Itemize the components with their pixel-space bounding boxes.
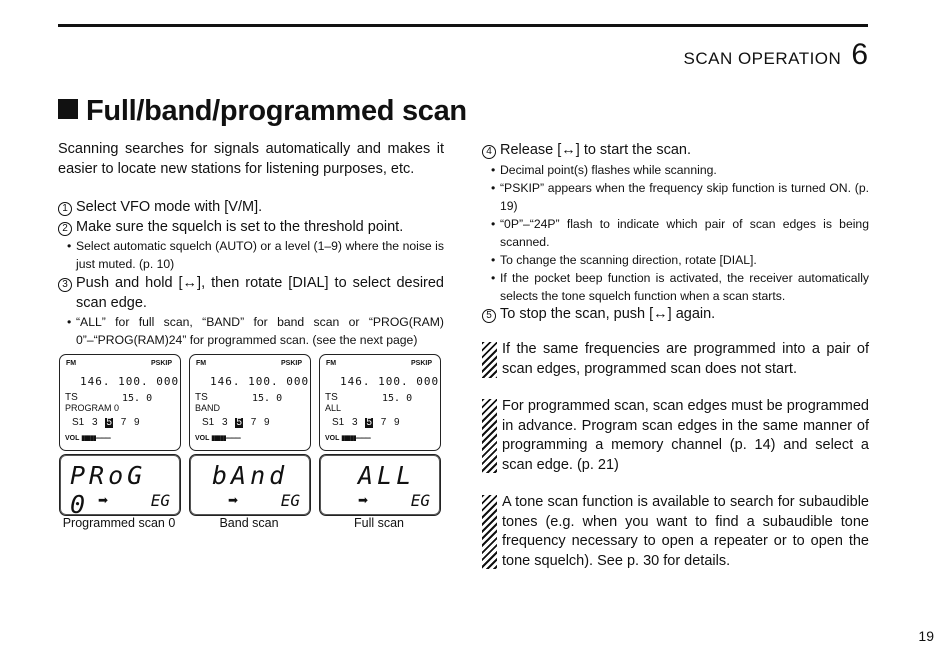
s-meter-row: S1 3 5 7 9 (72, 417, 140, 428)
intro-text: Scanning searches for signals automatically and makes it easier to locate new stations for listening purposes, etc. (58, 141, 444, 177)
step-4-note-4: • To change the scanning direction, rotate [DIAL]. (491, 252, 757, 267)
step-3-note: • “ALL” for full scan, “BAND” for band scan or “PROG(RAM) 0”–“PROG(RAM)24” for programmed scan. (see the next page) (67, 315, 444, 347)
display-illustrations (58, 354, 444, 539)
section-title: SCAN OPERATION (683, 49, 842, 68)
s-meter-row: S1 3 5 7 9 (332, 417, 400, 428)
page-number: 19 (918, 628, 934, 644)
s-meter-row: S1 3 5 7 9 (202, 417, 270, 428)
note-3: A tone scan function is available to search for subaudible tones (e.g. when you want to find a subaudible tone frequency necessary to open a repeater or to open the tone squelch). See p. 30 for details. (482, 493, 869, 571)
step-5: 5 To stop the scan, push [↔] again. (482, 305, 869, 325)
note-icon (482, 342, 497, 378)
caption-band: Band scan (219, 516, 279, 530)
step-2-note: • Select automatic squelch (AUTO) or a level (1–9) where the noise is just muted. (p. 10) (67, 239, 444, 271)
note-1: If the same frequencies are programmed into a pair of scan edges, programmed scan does not start. (482, 340, 869, 379)
step-number-5: 5 (482, 309, 496, 323)
left-column (58, 140, 444, 349)
chapter-header (683, 38, 868, 72)
arrow-icon: ➡ (358, 493, 369, 507)
segment-display-all: ALL ➡ EG (319, 454, 441, 516)
square-bullet-icon (58, 99, 78, 119)
right-column (482, 141, 869, 324)
step-4: 4 Release [↔] to start the scan. (482, 141, 869, 161)
note-icon (482, 399, 497, 473)
arrow-icon: ➡ (98, 493, 109, 507)
segment-display-prog: PRoG 0 ➡ EG (59, 454, 181, 516)
caption-programmed: Programmed scan 0 (62, 516, 176, 530)
step-4-note-3: • “0P”–“24P” flash to indicate which pair of scan edges is being scanned. (491, 216, 869, 249)
step-4-note-2: • “PSKIP” appears when the frequency skip function is turned ON. (p. 19) (491, 180, 869, 213)
step-number-3: 3 (58, 278, 72, 292)
step-4-note-1: • Decimal point(s) flashes while scanning. (491, 162, 717, 177)
step-2: 2 Make sure the squelch is set to the threshold point. (58, 218, 444, 238)
step-4-note-5: • If the pocket beep function is activated, the receiver automatically selects the tone squelch function when a scan starts. (491, 270, 869, 303)
step-1: 1 Select VFO mode with [V/M]. (58, 198, 444, 218)
step-number-1: 1 (58, 202, 72, 216)
arrow-icon: ➡ (228, 493, 239, 507)
page-title: Full/band/programmed scan (58, 95, 467, 128)
step-number-4: 4 (482, 145, 496, 159)
lcd-programmed-scan: FM PSKIP 146. 100. 000 TS 15. 0 PROGRAM 0 S1 3 5 7 9 VOL ▮▮▮▮▮----------- (59, 354, 181, 451)
step-number-2: 2 (58, 222, 72, 236)
lcd-band-scan: FM PSKIP 146. 100. 000 TS 15. 0 BAND S1 3 5 7 9 VOL ▮▮▮▮▮----------- (189, 354, 311, 451)
header-rule (58, 24, 868, 27)
step-3: 3 Push and hold [↔], then rotate [DIAL] to select desired scan edge. (58, 274, 444, 313)
segment-display-band: bAnd ➡ EG (189, 454, 311, 516)
lcd-full-scan: FM PSKIP 146. 100. 000 TS 15. 0 ALL S1 3 5 7 9 VOL ▮▮▮▮▮----------- (319, 354, 441, 451)
caption-full: Full scan (353, 516, 405, 530)
note-icon (482, 495, 497, 569)
note-2: For programmed scan, scan edges must be programmed in advance. Program scan edges in the same manner of programming a memory channel (p. 14) and select a scan edge. (p. 21) (482, 397, 869, 475)
chapter-number: 6 (851, 38, 868, 71)
